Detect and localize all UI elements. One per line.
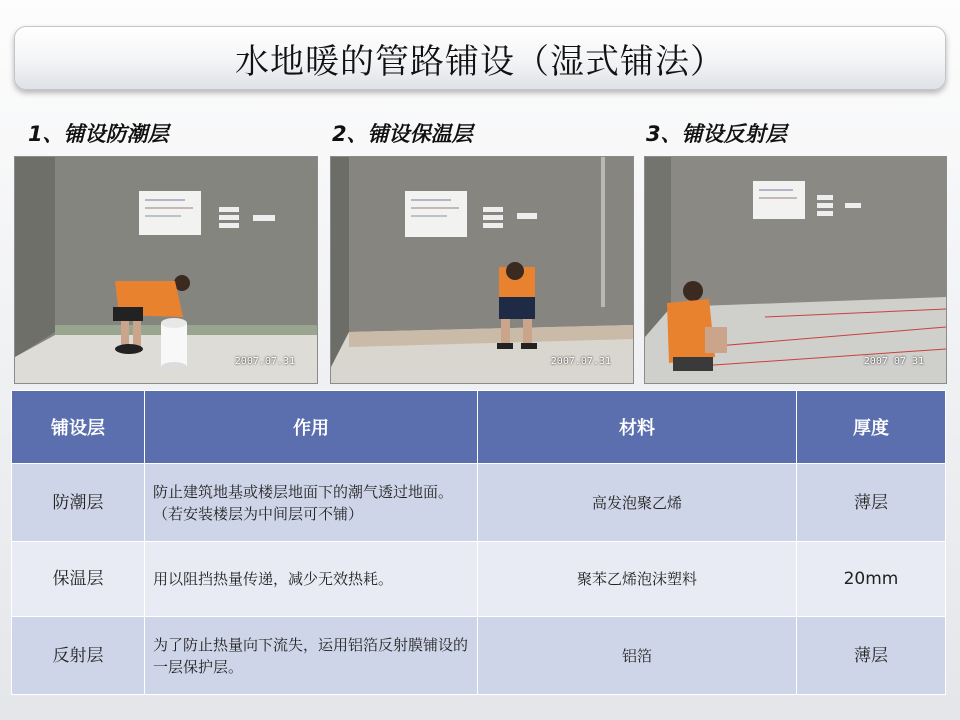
cell-material: 铝箔 — [478, 617, 797, 695]
header-material: 材料 — [478, 391, 797, 464]
cell-layer: 反射层 — [12, 617, 145, 695]
cell-layer: 保温层 — [12, 542, 145, 617]
header-effect: 作用 — [145, 391, 478, 464]
step-label-3: 3、铺设反射层 — [646, 122, 787, 146]
cell-thickness: 20mm — [797, 542, 946, 617]
photo-date-2: 2007.07.31 — [550, 356, 611, 367]
cell-thickness: 薄层 — [797, 464, 946, 542]
cell-effect: 为了防止热量向下流失，运用铝箔反射膜铺设的一层保护层。 — [145, 617, 478, 695]
table-row — [12, 542, 946, 617]
photo-date-1: 2007.07.31 — [234, 356, 295, 367]
table-row — [12, 464, 946, 542]
cell-effect: 用以阻挡热量传递，减少无效热耗。 — [145, 542, 478, 617]
photo-date-3: 2007 07 31 — [863, 356, 924, 367]
step-label-2: 2、铺设保温层 — [332, 122, 473, 146]
photo-insulation-layer — [330, 156, 634, 384]
header-thickness: 厚度 — [797, 391, 946, 464]
cell-material: 高发泡聚乙烯 — [478, 464, 797, 542]
page-title: 水地暖的管路铺设（湿式铺法） — [235, 41, 725, 82]
cell-thickness: 薄层 — [797, 617, 946, 695]
step-label-1: 1、铺设防潮层 — [28, 122, 169, 146]
photo-moisture-layer — [14, 156, 318, 384]
cell-material: 聚苯乙烯泡沫塑料 — [478, 542, 797, 617]
table-header-row — [12, 391, 946, 464]
title-bar — [14, 26, 946, 90]
cell-layer: 防潮层 — [12, 464, 145, 542]
photo-reflective-layer — [644, 156, 947, 384]
header-layer: 铺设层 — [12, 391, 145, 464]
layer-info-table — [11, 390, 946, 695]
table-row — [12, 617, 946, 695]
cell-effect: 防止建筑地基或楼层地面下的潮气透过地面。（若安装楼层为中间层可不铺） — [145, 464, 478, 542]
